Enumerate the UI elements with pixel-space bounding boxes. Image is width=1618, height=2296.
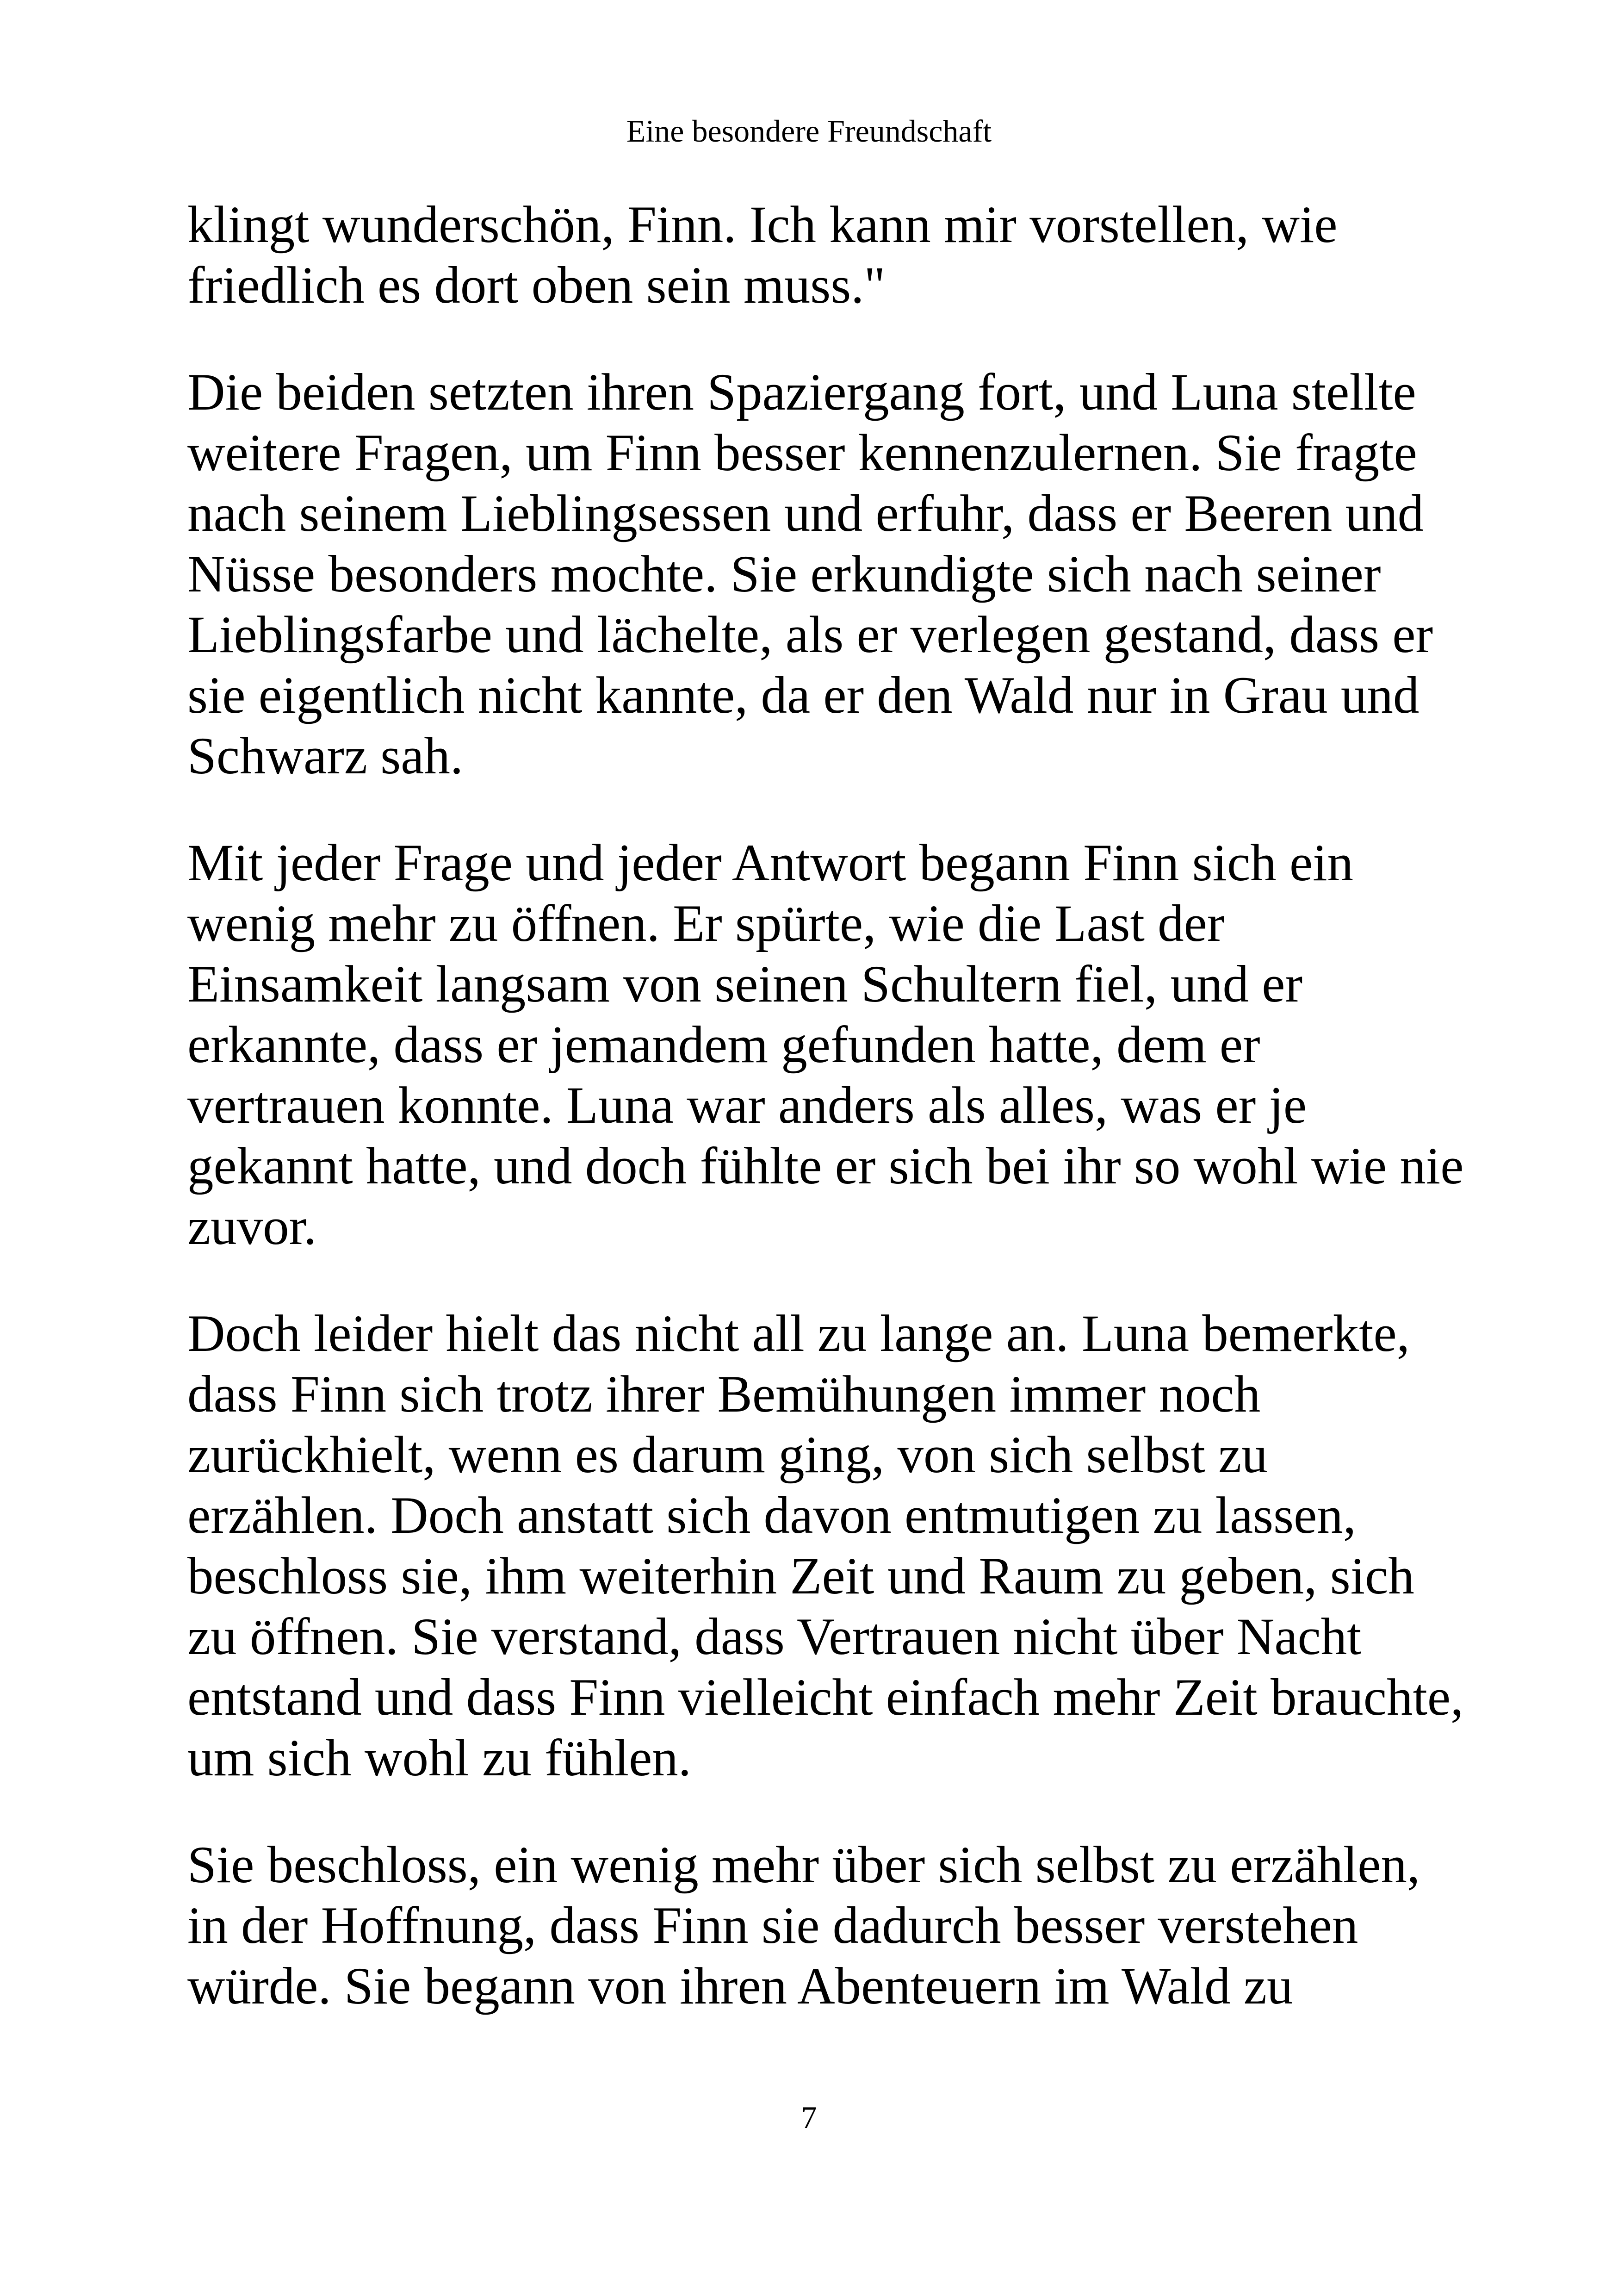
paragraph-2: Die beiden setzten ihren Spaziergang fort, und Luna stellte weitere Fragen, um Finn besser kennenzulernen. Sie fragte nach seinem Lieblingsessen und erfuhr, dass er Beeren und Nüsse besonders mochte. Sie erkundigte sich nach seiner Lieblingsfarbe und lächelte, als er verlegen gestand, dass er sie eigentlich nicht kannte, da er den Wald nur in Grau und Schwarz sah.	[187, 363, 1433, 785]
page-body	[187, 194, 1464, 2063]
paragraph-4: Doch leider hielt das nicht all zu lange an. Luna bemerkte, dass Finn sich trotz ihrer Bemühungen immer noch zurückhielt, wenn es darum ging, von sich selbst zu erzählen. Doch anstatt sich davon entmutigen zu lassen, beschloss sie, ihm weiterhin Zeit und Raum zu geben, sich zu öffnen. Sie verstand, dass Vertrauen nicht über Nacht entstand und dass Finn vielleicht einfach mehr Zeit brauchte, um sich wohl zu fühlen.	[187, 1305, 1464, 1787]
running-header: Eine besondere Freundschaft	[626, 113, 992, 149]
paragraph-3: Mit jeder Frage und jeder Antwort begann Finn sich ein wenig mehr zu öffnen. Er spürte, wie die Last der Einsamkeit langsam von seinen Schultern fiel, und er erkannte, dass er jemandem gefunden hatte, dem er vertrauen konnte. Luna war anders als alles, was er je gekannt hatte, und doch fühlte er sich bei ihr so wohl wie nie zuvor.	[187, 834, 1464, 1256]
paragraph-1: klingt wunderschön, Finn. Ich kann mir vorstellen, wie friedlich es dort oben sein muss."	[187, 196, 1338, 314]
paragraph-5: Sie beschloss, ein wenig mehr über sich selbst zu erzählen, in der Hoffnung, dass Finn sie dadurch besser verstehen würde. Sie begann von ihren Abenteuern im Wald zu	[187, 1836, 1420, 2015]
page-number: 7	[801, 2100, 817, 2135]
